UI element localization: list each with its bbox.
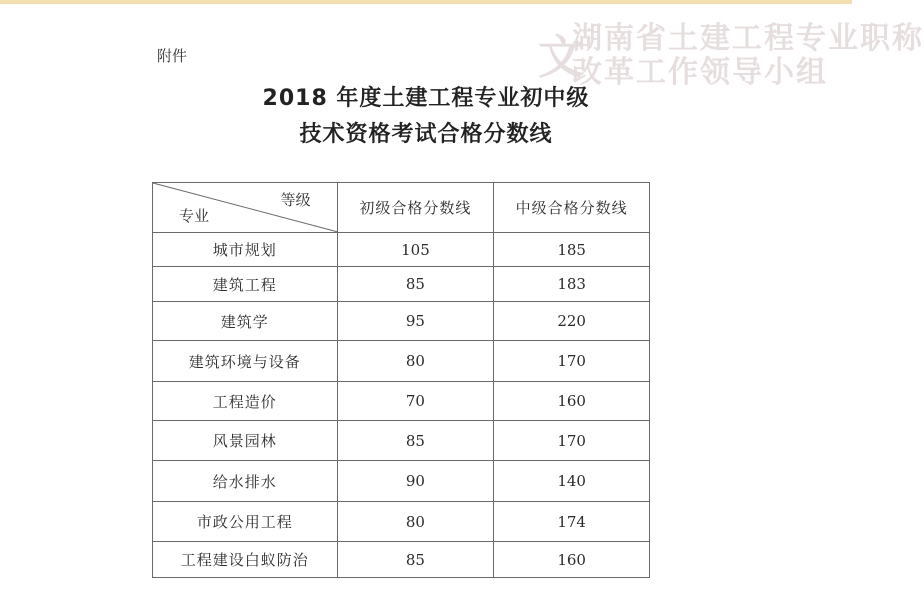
junior-score-cell: 85	[337, 267, 494, 302]
diagonal-corner-cell	[153, 183, 338, 233]
junior-score-cell: 85	[337, 542, 494, 578]
junior-score-cell: 90	[337, 461, 494, 502]
intermediate-score-cell: 174	[494, 502, 650, 542]
intermediate-score-cell: 183	[494, 267, 650, 302]
major-name-cell: 建筑学	[153, 302, 338, 341]
major-name-cell: 市政公用工程	[153, 502, 338, 542]
intermediate-score-cell: 220	[494, 302, 650, 341]
header-junior-passing-score: 初级合格分数线	[337, 183, 494, 233]
header-intermediate-passing-score: 中级合格分数线	[494, 183, 650, 233]
seal-watermark	[538, 21, 924, 90]
watermark-char: 文	[538, 30, 584, 84]
table-row	[153, 542, 650, 578]
major-name-cell: 建筑工程	[153, 267, 338, 302]
document-title-line-2: 技术资格考试合格分数线	[299, 122, 553, 147]
intermediate-score-cell: 140	[494, 461, 650, 502]
junior-score-cell: 105	[337, 233, 494, 267]
major-name-cell: 工程建设白蚁防治	[153, 542, 338, 578]
intermediate-score-cell: 160	[494, 382, 650, 421]
document-title-line-1: 2018 年度土建工程专业初中级	[262, 86, 590, 111]
intermediate-score-cell: 170	[494, 341, 650, 382]
junior-score-cell: 70	[337, 382, 494, 421]
corner-label-grade: 等级	[280, 191, 311, 209]
corner-label-major: 专业	[179, 207, 210, 225]
junior-score-cell: 95	[337, 302, 494, 341]
table-row	[153, 267, 650, 302]
major-name-cell: 工程造价	[153, 382, 338, 421]
table-row	[153, 233, 650, 267]
table-row	[153, 421, 650, 461]
table-row	[153, 382, 650, 421]
intermediate-score-cell: 185	[494, 233, 650, 267]
attachment-label: 附件	[157, 47, 188, 65]
table-row	[153, 341, 650, 382]
table-header-row	[153, 183, 650, 233]
watermark-line-2: 改革工作领导小组	[572, 55, 828, 90]
junior-score-cell: 80	[337, 502, 494, 542]
intermediate-score-cell: 170	[494, 421, 650, 461]
watermark-line-1: 湖南省土建工程专业职称	[572, 21, 924, 56]
top-border	[0, 0, 852, 4]
table-row	[153, 502, 650, 542]
score-table	[152, 182, 650, 578]
major-name-cell: 建筑环境与设备	[153, 341, 338, 382]
junior-score-cell: 80	[337, 341, 494, 382]
table-row	[153, 461, 650, 502]
table-row	[153, 302, 650, 341]
intermediate-score-cell: 160	[494, 542, 650, 578]
major-name-cell: 给水排水	[153, 461, 338, 502]
table-body	[153, 233, 650, 578]
major-name-cell: 城市规划	[153, 233, 338, 267]
major-name-cell: 风景园林	[153, 421, 338, 461]
junior-score-cell: 85	[337, 421, 494, 461]
